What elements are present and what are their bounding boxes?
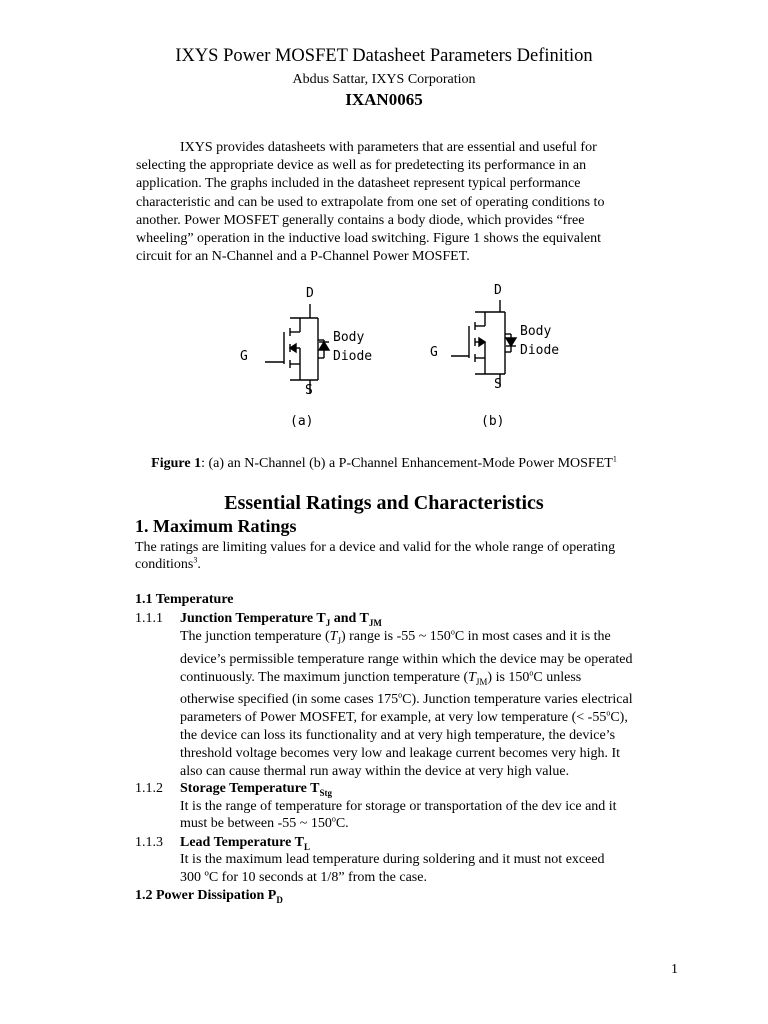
junction-l4-deg: o (398, 690, 403, 700)
label-d-b: D (494, 283, 502, 298)
label-g-a: G (240, 349, 248, 364)
junction-l5a: parameters of Power MOSFET, for example, at very low temperature (< -55 (180, 710, 607, 725)
junction-line-5 (180, 710, 670, 726)
lead-line-1: It is the maximum lead temperature during soldering and it must not exceed (180, 852, 605, 867)
junction-line-6: the device can loss its functionality and at very high temperature, the device’s (180, 728, 616, 743)
page-number: 1 (671, 962, 678, 977)
lead-sub: L (303, 841, 310, 852)
label-body-a: Body (333, 330, 365, 345)
junction-l4b: C). Junction temperature varies electrical (402, 692, 633, 707)
figure-caption-text: : (a) an N-Channel (b) a P-Channel Enhancement-Mode Power MOSFET (201, 456, 613, 471)
storage-title-text: Storage Temperature T (180, 781, 320, 796)
junction-sub-jm: JM (368, 617, 382, 628)
junction-line-8: also can cause thermal run away within the device at very high value. (180, 764, 570, 779)
section-heading: Essential Ratings and Characteristics (224, 492, 544, 514)
junction-l1a: The junction temperature ( (180, 629, 330, 644)
junction-l1c: C in most cases and it is the (454, 629, 611, 644)
storage-sub: Stg (319, 787, 332, 798)
temperature-heading: 1.1 Temperature (135, 592, 234, 607)
power-heading (135, 888, 283, 904)
ratings-paragraph (135, 539, 655, 573)
junction-l5-deg: o (606, 708, 611, 718)
ratings-text: The ratings are limiting values for a device and valid for the whole range of operating conditions (135, 540, 616, 572)
label-g-b: G (430, 345, 438, 360)
n-channel-circuit (265, 304, 329, 394)
ratings-ref: 3 (193, 555, 198, 565)
junction-l1-var: T (329, 629, 338, 644)
lead-num: 1.1.3 (135, 835, 163, 850)
storage-l2a: must be between -55 ~ 150 (180, 816, 332, 831)
ratings-end: . (197, 557, 201, 572)
document-id: IXAN0065 (345, 90, 423, 109)
figure-caption (0, 456, 768, 472)
junction-num: 1.1.1 (135, 611, 163, 626)
junction-title-text: Junction Temperature T (180, 611, 326, 626)
author-line: Abdus Sattar, IXYS Corporation (292, 72, 476, 87)
junction-l3b: ) is 150 (487, 670, 530, 685)
figure-caption-ref: 1 (612, 454, 617, 464)
label-s-b: S (494, 377, 502, 392)
lead-line-2: 300 ºC for 10 seconds at 1/8” from the case. (180, 870, 427, 885)
junction-l3-deg: o (529, 668, 534, 678)
storage-l2b: C. (335, 816, 349, 831)
junction-l1-deg: o (450, 627, 455, 637)
label-body-b: Body (520, 324, 552, 339)
junction-l3c: C unless (533, 670, 582, 685)
junction-l1b: ) range is -55 ~ 150 (340, 629, 451, 644)
power-heading-text: 1.2 Power Dissipation P (135, 888, 277, 903)
figure-caption-label: Figure 1 (151, 456, 202, 471)
junction-line-2: device’s permissible temperature range within which the device may be operated (180, 652, 633, 667)
label-diode-b: Diode (520, 343, 560, 358)
junction-l5b: C), (610, 710, 628, 725)
junction-l3a: continuously. The maximum junction temperature ( (180, 670, 469, 685)
lead-title (180, 835, 310, 851)
junction-line-4 (180, 692, 670, 708)
storage-title (180, 781, 332, 797)
junction-and: and T (330, 611, 369, 626)
junction-line-7: threshold voltage becomes very low and leakage current becomes very high. It (180, 746, 621, 761)
subsection-heading: 1. Maximum Ratings (135, 516, 297, 536)
label-diode-a: Diode (333, 349, 373, 364)
storage-l2-deg: o (331, 814, 336, 824)
junction-l1-sub: J (337, 635, 341, 646)
label-a: (a) (290, 414, 314, 429)
junction-l3-var: T (468, 670, 476, 685)
intro-paragraph: IXYS provides datasheets with parameters that are essential and useful for selecting the appropriate device as well as for predetecting its performance in an application. The graphs included in the datasheet represent typical performance characteristic and can be used to extrapolate from one set of operating conditions to another. Power MOSFET generally contains a body diode, which provides “free wheeling” operation in the inductive load switching. Figure 1 shows the equivalent circuit for an N-Channel and a P-Channel Power MOSFET. (136, 140, 605, 265)
p-channel-circuit (451, 300, 516, 386)
label-s-a: S (305, 383, 313, 398)
junction-line-1 (180, 629, 670, 645)
storage-num: 1.1.2 (135, 781, 163, 796)
power-sub: D (276, 894, 283, 905)
lead-title-text: Lead Temperature T (180, 835, 304, 850)
junction-sub-j: J (325, 617, 331, 628)
junction-l3-sub: JM (475, 676, 488, 687)
storage-line-1: It is the range of temperature for storage or transportation of the dev ice and it (180, 799, 617, 814)
document-title: IXYS Power MOSFET Datasheet Parameters Definition (175, 46, 593, 66)
label-b: (b) (481, 414, 505, 429)
junction-l4a: otherwise specified (in some cases 175 (180, 692, 399, 707)
label-d-a: D (306, 286, 314, 301)
junction-line-3 (180, 670, 670, 686)
storage-line-2 (180, 816, 670, 832)
junction-title (180, 611, 382, 627)
